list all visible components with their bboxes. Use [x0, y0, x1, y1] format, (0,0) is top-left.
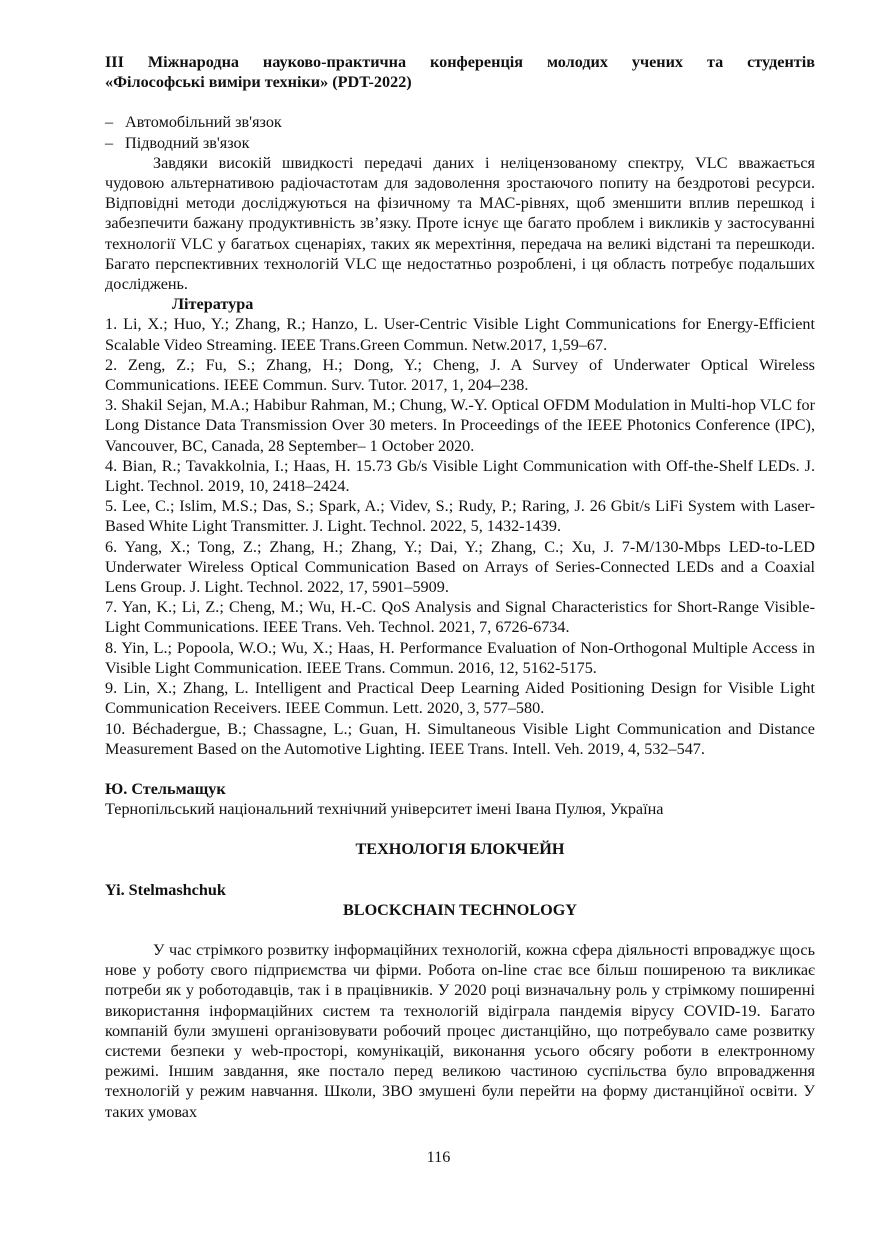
author-ua: Ю. Стельмащук — [105, 779, 226, 798]
article-title-ua: ТЕХНОЛОГІЯ БЛОКЧЕЙН — [355, 840, 565, 859]
reference-item: 9. Lin, X.; Zhang, L. Intelligent and Practical Deep Learning Aided Positioning Design for Visible Light Communication Receivers. IEEE Commun. Lett. 2020, 3, 577–580. — [105, 679, 815, 718]
page-number: 116 — [426, 1148, 451, 1166]
conference-header-line2: «Філософські виміри техніки» (PDT-2022) — [105, 73, 412, 92]
page-content — [105, 52, 815, 1122]
author-en: Yi. Stelmashchuk — [105, 880, 226, 899]
reference-item: 7. Yan, K.; Li, Z.; Cheng, M.; Wu, H.-C. QoS Analysis and Signal Characteristics for Short-Range Visible-Light Communications. IEEE Trans. Veh. Technol. 2021, 7, 6726-6734. — [105, 598, 815, 637]
reference-item: 2. Zeng, Z.; Fu, S.; Zhang, H.; Dong, Y.; Cheng, J. A Survey of Underwater Optical Wireless Communications. IEEE Commun. Surv. Tutor. 2017, 1, 204–238. — [105, 355, 815, 395]
reference-item: 10. Béchadergue, B.; Chassagne, L.; Guan, H. Simultaneous Visible Light Communication and Distance Measurement Based on the Automotive Lighting. IEEE Trans. Intell. Veh. 2019, 4, 532–547. — [105, 719, 815, 758]
reference-item: 8. Yin, L.; Popoola, W.O.; Wu, X.; Haas, H. Performance Evaluation of Non-Orthogonal Multiple Access in Visible Light Communication. IEEE Trans. Commun. 2016, 12, 5162-5175. — [105, 638, 815, 677]
reference-item: 3. Shakil Sejan, M.A.; Habibur Rahman, M.; Chung, W.-Y. Optical OFDM Modulation in Multi-hop VLC for Long Distance Data Transmission Over 30 meters. In Proceedings of the IEEE Photonics Conference (IPC), Vancouver, BC, Canada, 28 September– 1 October 2020. — [105, 396, 815, 455]
reference-item: 6. Yang, X.; Tong, Z.; Zhang, H.; Zhang, Y.; Dai, Y.; Zhang, C.; Xu, J. 7-M/130-Mbps LED-to-LED Underwater Wireless Optical Communication Based on Arrays of Series-Connected LEDs and a Coaxial Lens Group. J. Light. Technol. 2022, 17, 5901–5909. — [105, 537, 815, 597]
bullet-item: – Підводний зв'язок — [105, 133, 250, 152]
references-heading: Література — [172, 295, 254, 314]
body-paragraph: У час стрімкого розвитку інформаційних технологій, кожна сфера діяльності впроваджує щось нове у роботу свого підприємства чи фірми. Робота on-line стає все більш поширеною та викликає потреби як у роботодавців, так і в працівників. У 2020 році визначальну роль у стрімкому поширенні використання інформаційних систем та технологій відіграла пандемія вірусу COVID-19. Багато компаній були змушені організовувати робочий процес дистанційно, що потребувало саме розвитку системи безпеки у web-просторі, комунікацій, виконання усього обсягу роботи в електронному режимі. Іншим завдання, яке постало перед великою частиною суспільства було впровадження технологій у режим навчання. Школи, ЗВО змушені були перейти на форму дистанційної освіти. У таких умовах — [105, 940, 815, 1121]
body-paragraph: Завдяки високій швидкості передачі даних і неліцензованому спектру, VLC вважається чудовою альтернативою радіочастотам для задоволення зростаючого попиту на бездротові ресурси. Відповідні методи досліджуються на фізичному та МАС-рівнях, щоб зменшити вплив перешкод і забезпечити бажану продуктивність зв’язку. Проте існує ще багато проблем і викликів у застосуванні технології VLC у багатьох сценаріях, таких як мерехтіння, передача на великі відстані та перешкоди. Багато перспективних технологій VLC ще недостатньо розроблені, і ця область потребує подальших досліджень. — [105, 153, 815, 294]
bullet-item: – Автомобільний зв'язок — [105, 113, 282, 132]
reference-item: 4. Bian, R.; Tavakkolnia, I.; Haas, H. 15.73 Gb/s Visible Light Communication with Off-the-Shelf LEDs. J. Light. Technol. 2019, 10, 2418–2424. — [105, 456, 815, 496]
reference-item: 5. Lee, C.; Islim, M.S.; Das, S.; Spark, A.; Videv, S.; Rudy, P.; Raring, J. 26 Gbit/s LiFi System with Laser-Based White Light Transmitter. J. Light. Technol. 2022, 5, 1432-1439. — [105, 497, 815, 536]
conference-header-line1: III Міжнародна науково-практична конференція молодих учених та студентів — [105, 53, 815, 71]
reference-item: 1. Li, X.; Huo, Y.; Zhang, R.; Hanzo, L. User-Centric Visible Light Communications for Energy-Efficient Scalable Video Streaming. IEEE Trans.Green Commun. Netw.2017, 1,59–67. — [105, 315, 815, 354]
article-title-en: BLOCKCHAIN TECHNOLOGY — [342, 900, 577, 919]
affiliation: Тернопільський національний технічний університет імені Івана Пулюя, Україна — [105, 800, 664, 819]
